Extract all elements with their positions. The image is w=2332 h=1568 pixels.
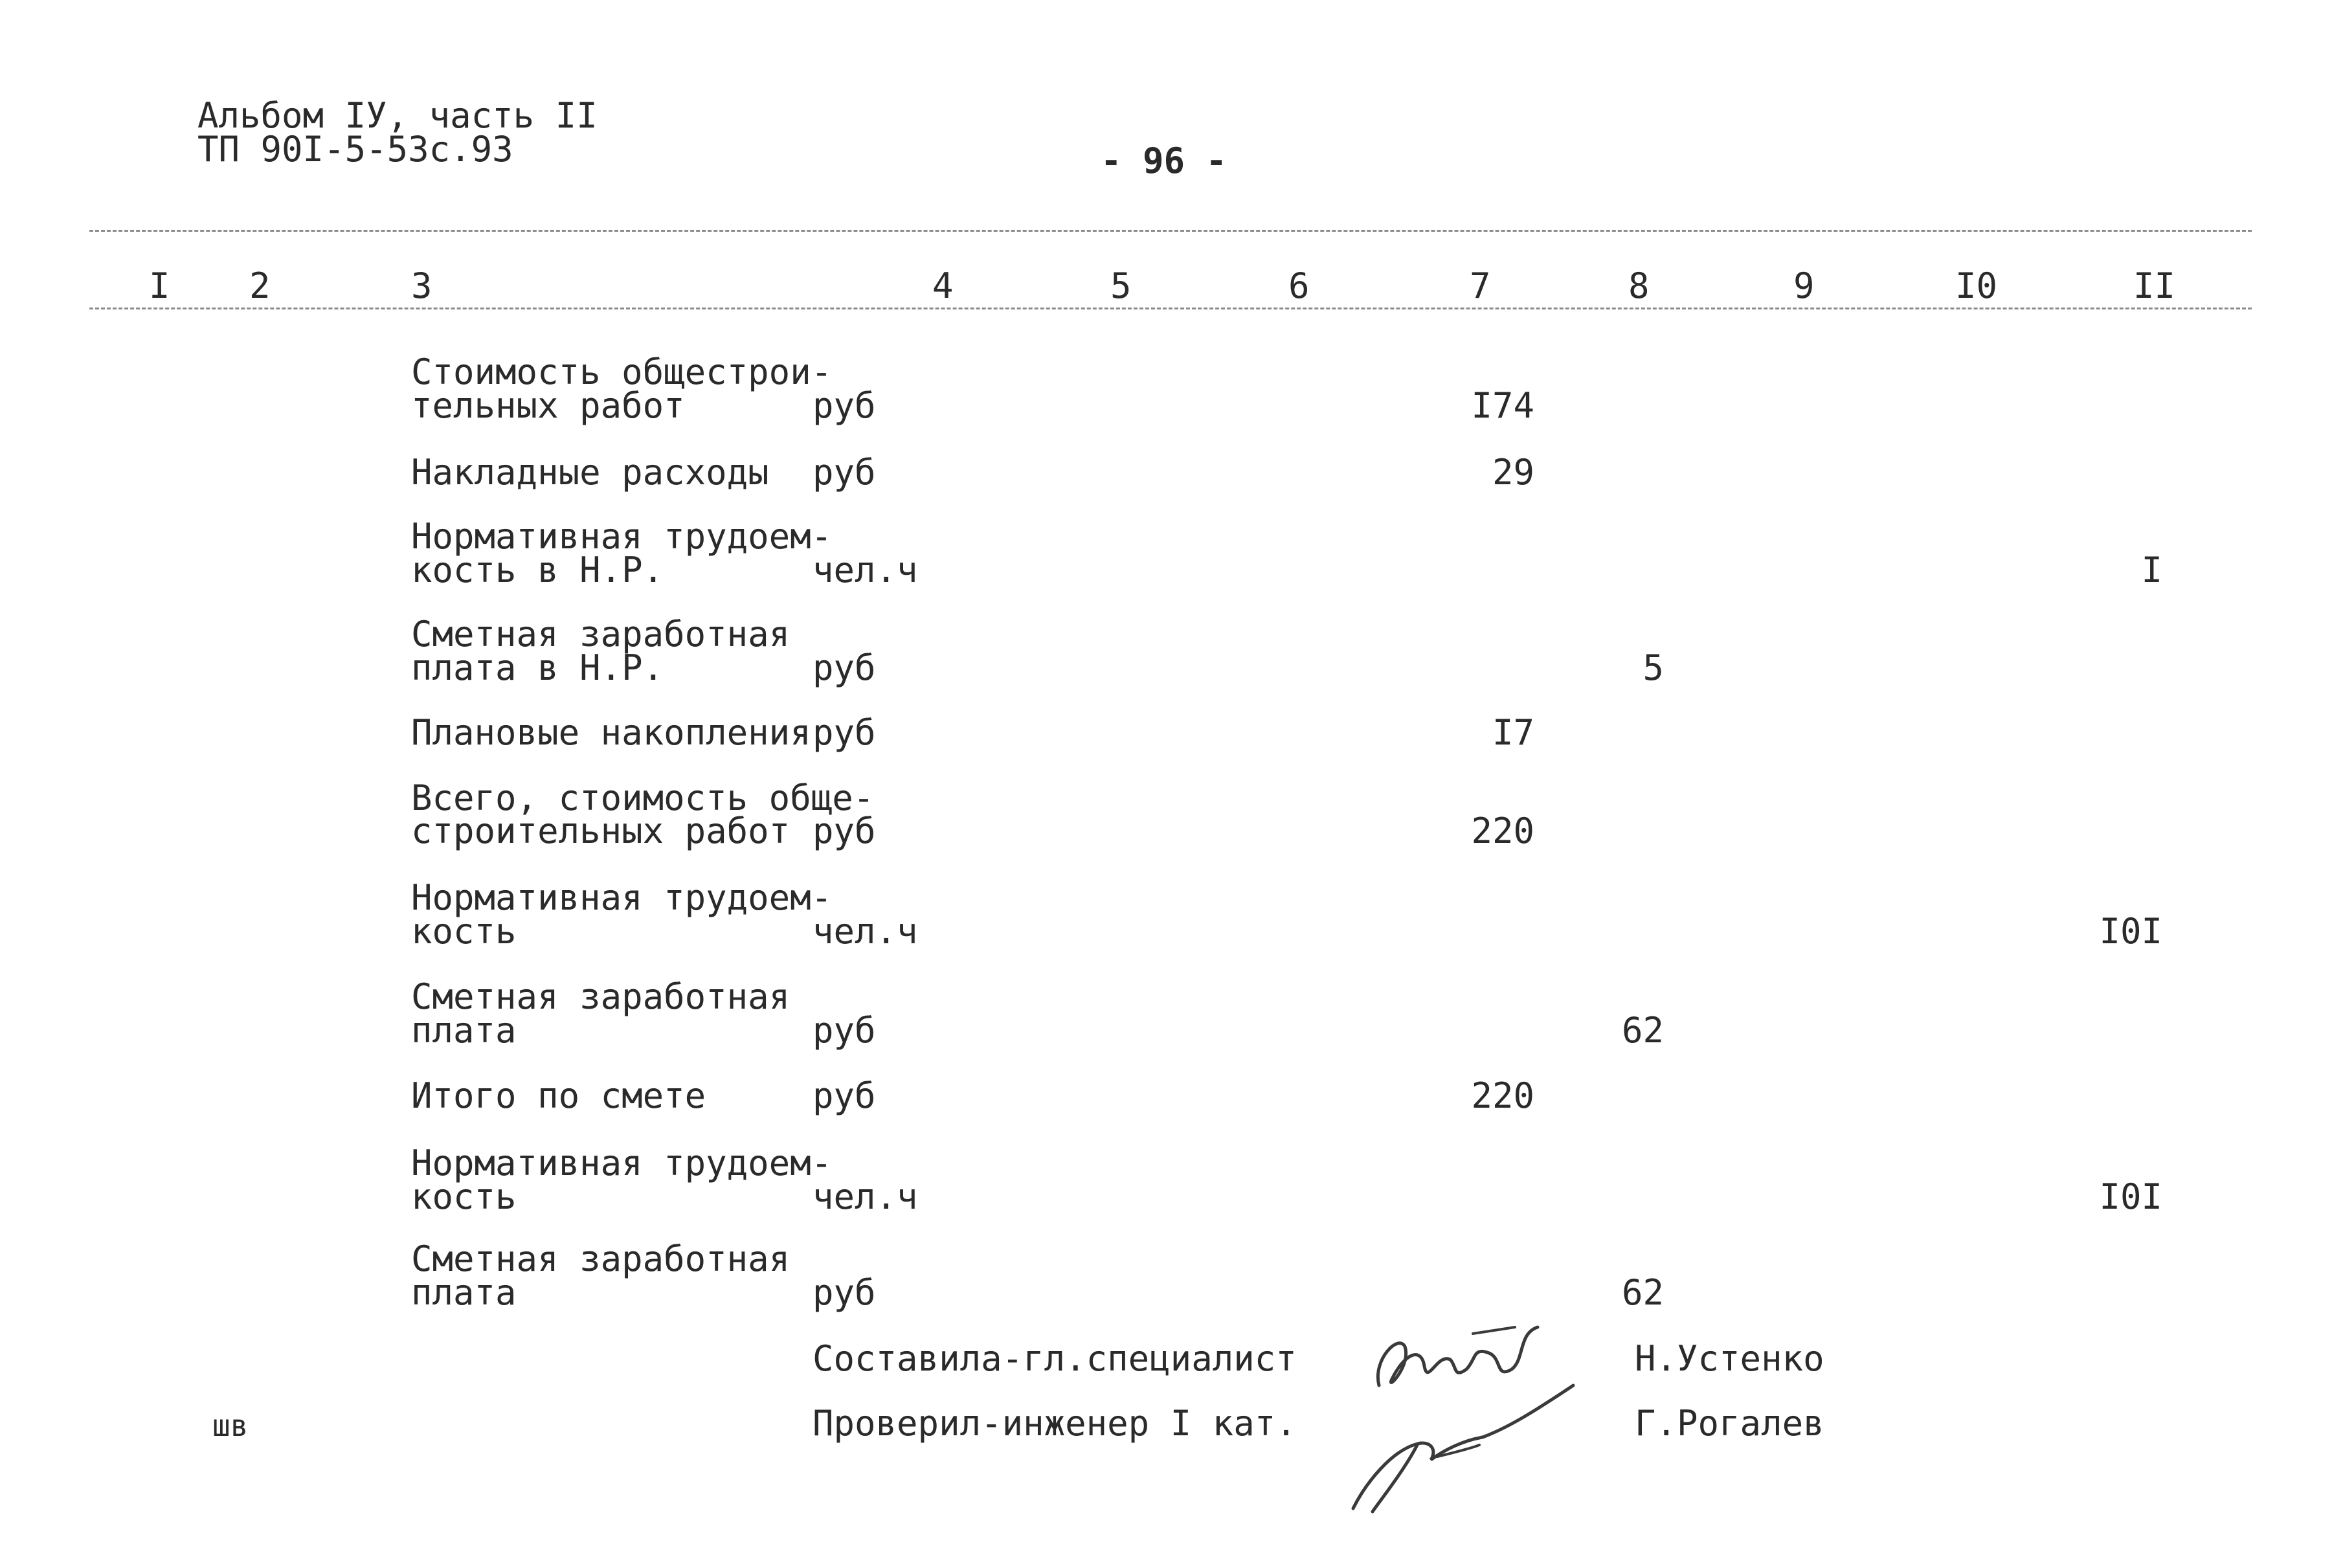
- row-unit: руб: [813, 1075, 876, 1116]
- row-label-line: Всего, стоимость обще-: [411, 778, 875, 818]
- project-code: ТП 90I-5-53с.93: [197, 129, 513, 170]
- col-num-8: 8: [1628, 265, 1650, 306]
- col-num-3: 3: [411, 265, 432, 306]
- header-bottom-rule: [89, 308, 2252, 309]
- col-num-4: 4: [932, 265, 954, 306]
- row-col7: I7: [1492, 712, 1534, 753]
- footer-code: шв: [212, 1408, 249, 1443]
- row-label-line: кость в Н.Р.: [411, 550, 664, 590]
- row-label-line: Итого по смете: [411, 1075, 706, 1116]
- row-label-line: плата в Н.Р.: [411, 647, 664, 688]
- col-num-5: 5: [1110, 265, 1132, 306]
- row-label-line: плата: [411, 1010, 517, 1051]
- signer-name: Г.Рогалев: [1635, 1403, 1824, 1444]
- row-unit: руб: [813, 712, 876, 753]
- row-label-line: тельных работ: [411, 385, 685, 426]
- row-label-line: Нормативная трудоем-: [411, 516, 833, 557]
- row-label-line: Нормативная трудоем-: [411, 877, 833, 918]
- row-col8: 62: [1621, 1272, 1664, 1313]
- row-col8: 5: [1642, 647, 1664, 688]
- row-col11: I0I: [2099, 1176, 2162, 1217]
- row-unit: чел.ч: [813, 911, 918, 952]
- row-unit: руб: [813, 452, 876, 493]
- row-unit: руб: [813, 385, 876, 426]
- row-col8: 62: [1621, 1010, 1664, 1051]
- row-label-line: Сметная заработная: [411, 976, 790, 1017]
- col-num-7: 7: [1470, 265, 1491, 306]
- row-label-line: Плановые накопления: [411, 712, 811, 753]
- row-col7: I74: [1471, 385, 1534, 426]
- row-col11: I: [2141, 550, 2162, 590]
- row-label-line: Сметная заработная: [411, 614, 790, 655]
- col-num-11: II: [2133, 265, 2176, 306]
- col-num-1: I: [149, 265, 170, 306]
- col-num-6: 6: [1288, 265, 1310, 306]
- row-unit: руб: [813, 811, 876, 851]
- row-label-line: кость: [411, 1176, 517, 1217]
- row-label-line: плата: [411, 1272, 517, 1313]
- col-num-2: 2: [249, 265, 271, 306]
- row-unit: чел.ч: [813, 550, 918, 590]
- row-unit: чел.ч: [813, 1176, 918, 1217]
- signer-name: Н.Устенко: [1635, 1338, 1824, 1379]
- row-label-line: Стоимость общестрои-: [411, 352, 833, 392]
- row-label-line: Нормативная трудоем-: [411, 1143, 833, 1183]
- row-unit: руб: [813, 1272, 876, 1313]
- header-top-rule: [89, 230, 2252, 232]
- handwritten-signature-2: [1340, 1372, 1586, 1521]
- page-number: - 96 -: [1101, 140, 1228, 181]
- row-unit: руб: [813, 1010, 876, 1051]
- row-label-line: Сметная заработная: [411, 1238, 790, 1279]
- album-title: Альбом IУ, часть II: [197, 95, 598, 136]
- row-label-line: Накладные расходы: [411, 452, 769, 493]
- row-col7: 220: [1471, 811, 1534, 851]
- row-label-line: строительных работ: [411, 811, 790, 851]
- col-num-9: 9: [1793, 265, 1815, 306]
- col-num-10: I0: [1955, 265, 1998, 306]
- row-col7: 29: [1492, 452, 1534, 493]
- row-label-line: кость: [411, 911, 517, 952]
- row-col7: 220: [1471, 1075, 1534, 1116]
- signer-role: Проверил-инженер I кат.: [813, 1403, 1297, 1444]
- signer-role: Составила-гл.специалист: [813, 1338, 1297, 1379]
- row-col11: I0I: [2099, 911, 2162, 952]
- row-unit: руб: [813, 647, 876, 688]
